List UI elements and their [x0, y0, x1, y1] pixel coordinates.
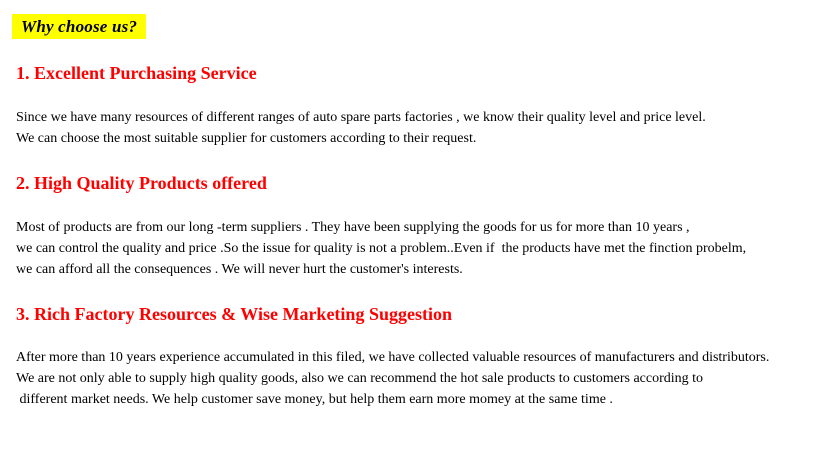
section-2-paragraph: [16, 217, 746, 280]
section-1-paragraph: [16, 107, 706, 149]
section-2-line: we can afford all the consequences . We will never hurt the customer's interests.: [16, 262, 463, 277]
section-1-line: Since we have many resources of different ranges of auto spare parts factories , we know their quality level and price level.: [16, 110, 706, 125]
why-choose-us-badge: [12, 14, 146, 39]
section-3-paragraph: [16, 347, 769, 410]
section-3-line: After more than 10 years experience accumulated in this filed, we have collected valuable resources of manufacturers and distributors.: [16, 350, 770, 365]
section-3-line: different market needs. We help customer save money, but help them earn more momey at the same time .: [16, 392, 613, 407]
section-3-heading: 3. Rich Factory Resources & Wise Marketing Suggestion: [16, 304, 452, 324]
section-1-line: We can choose the most suitable supplier for customers according to their request.: [16, 131, 477, 146]
section-1-heading: 1. Excellent Purchasing Service: [16, 63, 257, 83]
section-2-line: Most of products are from our long -term suppliers . They have been supplying the goods for us for more than 10 years ,: [16, 220, 690, 235]
section-3-line: We are not only able to supply high quality goods, also we can recommend the hot sale products to customers according to: [16, 371, 704, 386]
badge-label: Why choose us?: [21, 16, 138, 36]
section-2-line: we can control the quality and price .So the issue for quality is not a problem..Even if the products have met the finction probelm,: [16, 241, 747, 256]
section-2-heading: 2. High Quality Products offered: [16, 173, 267, 193]
